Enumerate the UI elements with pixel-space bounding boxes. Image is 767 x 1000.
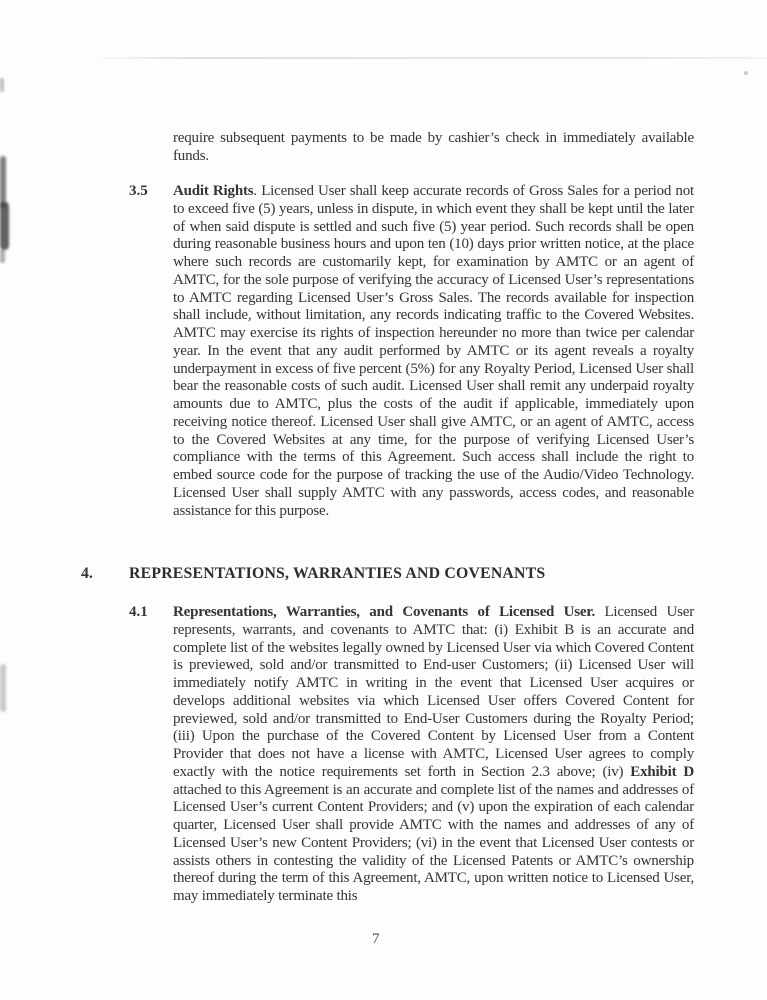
section-4-heading-block — [0, 565, 767, 583]
page-number: 7 — [372, 931, 380, 947]
section-number-4-1: 4.1 — [129, 604, 148, 620]
section-3-5-block — [0, 183, 767, 520]
section-4-heading: REPRESENTATIONS, WARRANTIES AND COVENANTS — [129, 565, 546, 582]
scan-smudge — [0, 78, 4, 92]
continuation-paragraph-block — [0, 130, 767, 166]
representations-warranties-paragraph: Representations, Warranties, and Covenants of Licensed User. Licensed User represents, warrants, and covenants to AMTC that: (i) Exhibit B is an accurate and complete list of the websites legally owned by Licensed User via which Covered Content is previewed, sold and/or transmitted to End-user Customers; (ii) Licensed User will immediately notify AMTC in writing in the event that Licensed User acquires or develops additional websites via which Licensed User offers Covered Content for previewed, sold and/or transmitted to End-User Customers during the Royalty Period; (iii) Upon the purchase of the Covered Content by Licensed User from a Content Provider that does not have a license with AMTC, Licensed User agrees to comply exactly with the notice requirements set forth in Section 2.3 above; (iv) Exhibit D attached to this Agreement is an accurate and complete list of the names and addresses of Licensed User’s current Content Providers; and (v) upon the expiration of each calendar quarter, Licensed User shall provide AMTC with the names and addresses of any of Licensed User’s new Content Providers; (vi) in the event that Licensed User contests or assists others in contesting the validity of the Licensed Patents or AMTC’s ownership thereof during the term of this Agreement, AMTC, upon written notice to Licensed User, may immediately terminate this — [173, 604, 694, 904]
section-number-4: 4. — [81, 565, 93, 582]
scan-edge-line — [88, 57, 767, 59]
audit-rights-paragraph: Audit Rights. Licensed User shall keep accurate records of Gross Sales for a period not to exceed five (5) years, unless in dispute, in which event they shall be kept until the later of when said dispute is settled and such five (5) year period. Such records shall be open during reasonable business hours and upon ten (10) days prior written notice, at the place where such records are customarily kept, for examination by AMTC or an agent of AMTC, for the sole purpose of verifying the accuracy of Licensed User’s representations to AMTC regarding Licensed User’s Gross Sales. The records available for inspection shall include, without limitation, any records indicating traffic to the Covered Websites. AMTC may exercise its rights of inspection hereunder no more than twice per calendar year. In the event that any audit performed by AMTC or its agent reveals a royalty underpayment in excess of five percent (5%) for any Royalty Period, Licensed User shall bear the reasonable costs of such audit. Licensed User shall remit any underpaid royalty amounts due to AMTC, plus the costs of the audit if applicable, immediately upon receiving notice thereof. Licensed User shall give AMTC, or an agent of AMTC, access to the Covered Websites at any time, for the purpose of verifying Licensed User’s compliance with the terms of this Agreement. Such access shall include the right to embed source code for the purpose of tracking the use of the Audio/Video Technology. Licensed User shall supply AMTC with any passwords, access codes, and reasonable assistance for this purpose. — [173, 183, 694, 519]
continuation-paragraph: require subsequent payments to be made by cashier’s check in immediately available funds. — [173, 130, 694, 164]
section-number-3-5: 3.5 — [129, 183, 148, 199]
section-4-1-block — [0, 604, 767, 906]
scan-speck — [744, 71, 748, 75]
